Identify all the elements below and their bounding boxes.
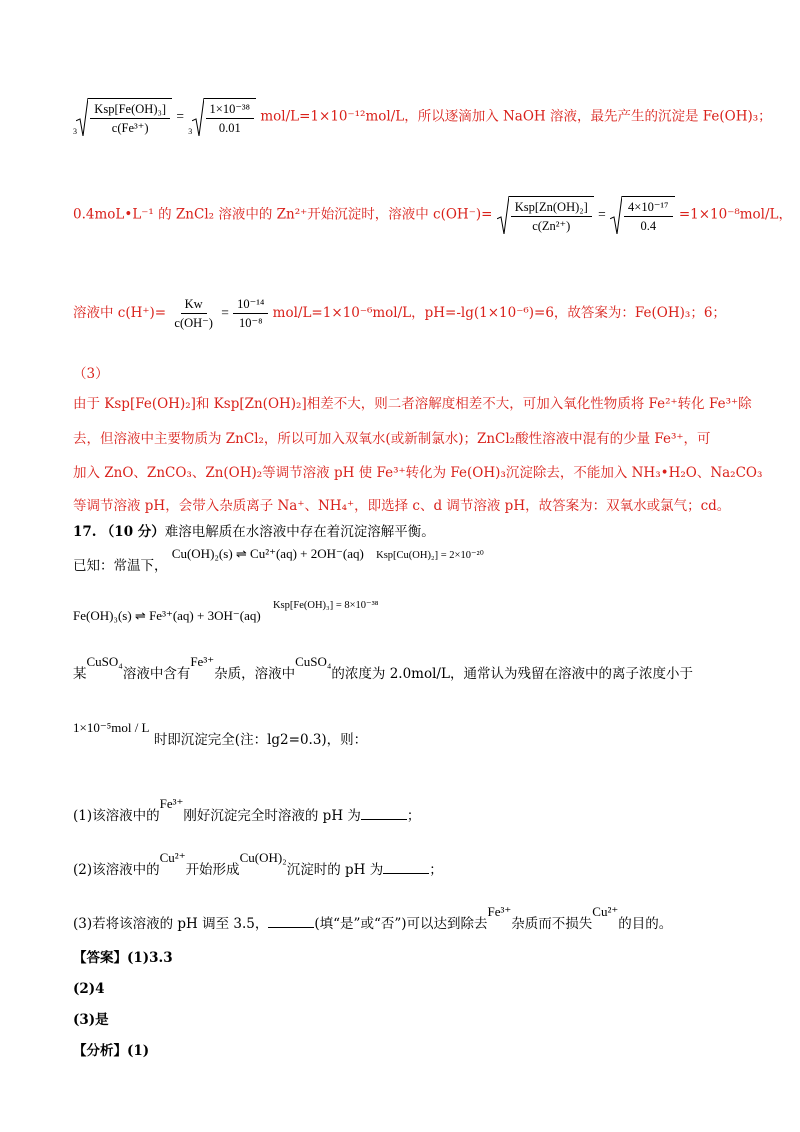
cu-oh-equilibrium: Cu(OH)₂(s) ⇌ Cu²⁺(aq) + 2OH⁻(aq) — [171, 546, 364, 561]
square-root-expression-1 — [497, 196, 594, 234]
fe-oh-equilibrium: Fe(OH)₃(s) ⇌ Fe³⁺(aq) + 3OH⁻(aq) — [73, 608, 261, 623]
part-3-line-2: 去，但溶液中主要物质为 ZnCl₂，所以可加入双氧水(或新制氯水)；ZnCl₂酸性溶液中混有的少量 Fe³⁺，可 — [73, 431, 711, 447]
square-root-expression-2 — [610, 196, 675, 234]
part-3-line-4: 等调节溶液 pH，会带入杂质离子 Na⁺、NH₄⁺，即选择 c、d 调节溶液 pH，故答案为：双氧水或氯气；cd。 — [73, 498, 731, 514]
analysis-line: 【分析】(1) — [73, 1043, 150, 1059]
question-condition-line: 某CuSO₄溶液中含有Fe³⁺杂质，溶液中CuSO₄的浓度为 2.0mol/L，通常认为残留在溶液中的离子浓度小于 — [73, 654, 693, 682]
part-3-label: （3） — [73, 366, 109, 382]
fraction-numerator: 1×10⁻³⁸ — [206, 101, 255, 119]
answer-line-2: (2)4 — [73, 981, 105, 997]
part-3-line-1: 由于 Ksp[Fe(OH)₂]和 Ksp[Zn(OH)₂]相差不大，则二者溶解度相差不大，可加入氧化性物质将 Fe²⁺转化 Fe³⁺除 — [73, 396, 752, 412]
solution-text: mol/L=1×10⁻⁶mol/L，pH=-lg(1×10⁻⁶)=6，故答案为：Fe(OH)₃；6； — [272, 305, 726, 321]
cube-root-expression-1 — [76, 98, 172, 136]
sub-question-1: (1)该溶液中的Fe³⁺刚好沉淀完全时溶液的 pH 为 ； — [73, 796, 421, 824]
solution-text: 溶液中 c(H⁺)= — [73, 305, 167, 321]
solution-text: 0.4moL•L⁻¹ 的 ZnCl₂ 溶液中的 Zn²⁺开始沉淀时，溶液中 c(OH⁻)= — [73, 206, 493, 223]
answer-label: 【答案】 — [73, 950, 127, 966]
fraction-numerator: Ksp[Zn(OH)₂] — [511, 199, 592, 217]
answer-line-3: (3)是 — [73, 1012, 109, 1028]
solution-line-fe-concentration: $_3$ $\frac{\text{Ksp[Fe(OH)₃]}}{\text{c(Fe³⁺)}}$ = $_3$ $\frac{\text{1×10⁻³⁸}}{0.01}$ mol/L=1×10⁻¹²mol/L，所以逐滴加入 NaOH 溶液，最先产生的沉淀是 Fe(OH)₃； — [73, 98, 772, 136]
sub-question-2: (2)该溶液中的Cu²⁺开始形成Cu(OH)₂沉淀时的 pH 为 ； — [73, 850, 443, 878]
analysis-label: 【分析】 — [73, 1043, 127, 1059]
question-17-heading — [73, 522, 435, 542]
known-equation-1: 已知：常温下， Cu(OH)₂(s) ⇌ Cu²⁺(aq) + 2OH⁻(aq) $^{Ksp[Cu(OH)_2] = 2\times 10^{-20}}$ — [73, 546, 484, 574]
solution-text: mol/L=1×10⁻¹²mol/L，所以逐滴加入 NaOH 溶液，最先产生的沉淀是 Fe(OH)₃； — [260, 108, 772, 125]
fraction-numerator: 4×10⁻¹⁷ — [624, 199, 673, 217]
fraction-denominator: c(Zn²⁺) — [532, 219, 571, 233]
answer-blank-3[interactable] — [268, 915, 314, 928]
fraction-numerator: Ksp[Fe(OH)₃] — [90, 101, 170, 119]
question-score: （10 分） — [100, 524, 165, 540]
part-3-line-3: 加入 ZnO、ZnCO₃、Zn(OH)₂等调节溶液 pH 使 Fe³⁺转化为 Fe(OH)₃沉淀除去，不能加入 NH₃•H₂O、Na₂CO₃ — [73, 465, 763, 481]
answer-line-1: 【答案】(1)3.3 — [73, 950, 173, 966]
fraction-denominator: 0.01 — [218, 121, 241, 135]
solution-text: =1×10⁻⁸mol/L， — [678, 206, 793, 223]
solution-line-zn-oh: 0.4moL•L⁻¹ 的 ZnCl₂ 溶液中的 Zn²⁺开始沉淀时，溶液中 c(OH⁻)= $\frac{\text{Ksp[Zn(OH)₂]}}{\text{c(Zn²⁺)}}$ = $\frac{\text{4×10⁻¹⁷}}{0.4}$ =1×10⁻⁸mol/L， — [73, 196, 792, 234]
question-threshold-line: 1×10⁻⁵mol / L 时即沉淀完全(注：lg2=0.3)，则： — [73, 720, 368, 748]
cube-root-expression-2 — [192, 98, 257, 136]
question-stem: 难溶电解质在水溶液中存在着沉淀溶解平衡。 — [164, 524, 435, 540]
answer-blank-2[interactable] — [383, 861, 429, 874]
fraction-denominator: 0.4 — [640, 219, 657, 233]
fraction-denominator: c(Fe³⁺) — [111, 121, 149, 135]
answer-blank-1[interactable] — [361, 807, 407, 820]
kw-fraction: $\frac{Kw}{c(OH^-)}$ — [174, 297, 213, 330]
ksp-cu-oh: Ksp[Cu(OH)₂] = 2×10⁻²⁰ — [376, 550, 484, 561]
ksp-fe-oh: Ksp[Fe(OH)₃] = 8×10⁻³⁸ — [272, 600, 379, 611]
solution-line-h-concentration: 溶液中 c(H⁺)= $\frac{Kw}{c(OH^-)}$ = $\frac{\text{10⁻¹⁴}}{\text{10⁻⁸}}$ mol/L=1×10⁻⁶mol/L，pH=-lg(1×10⁻⁶)=6，故答案为：Fe(OH)₃；6； — [73, 297, 726, 330]
value-fraction: $\frac{\text{10⁻¹⁴}}{\text{10⁻⁸}}$ — [233, 296, 268, 331]
sub-question-3: (3)若将该溶液的 pH 调至 3.5， (填“是”或“否”)可以达到除去Fe³⁺杂质而不损失Cu²⁺的目的。 — [73, 904, 673, 932]
question-number: 17. — [73, 524, 97, 540]
